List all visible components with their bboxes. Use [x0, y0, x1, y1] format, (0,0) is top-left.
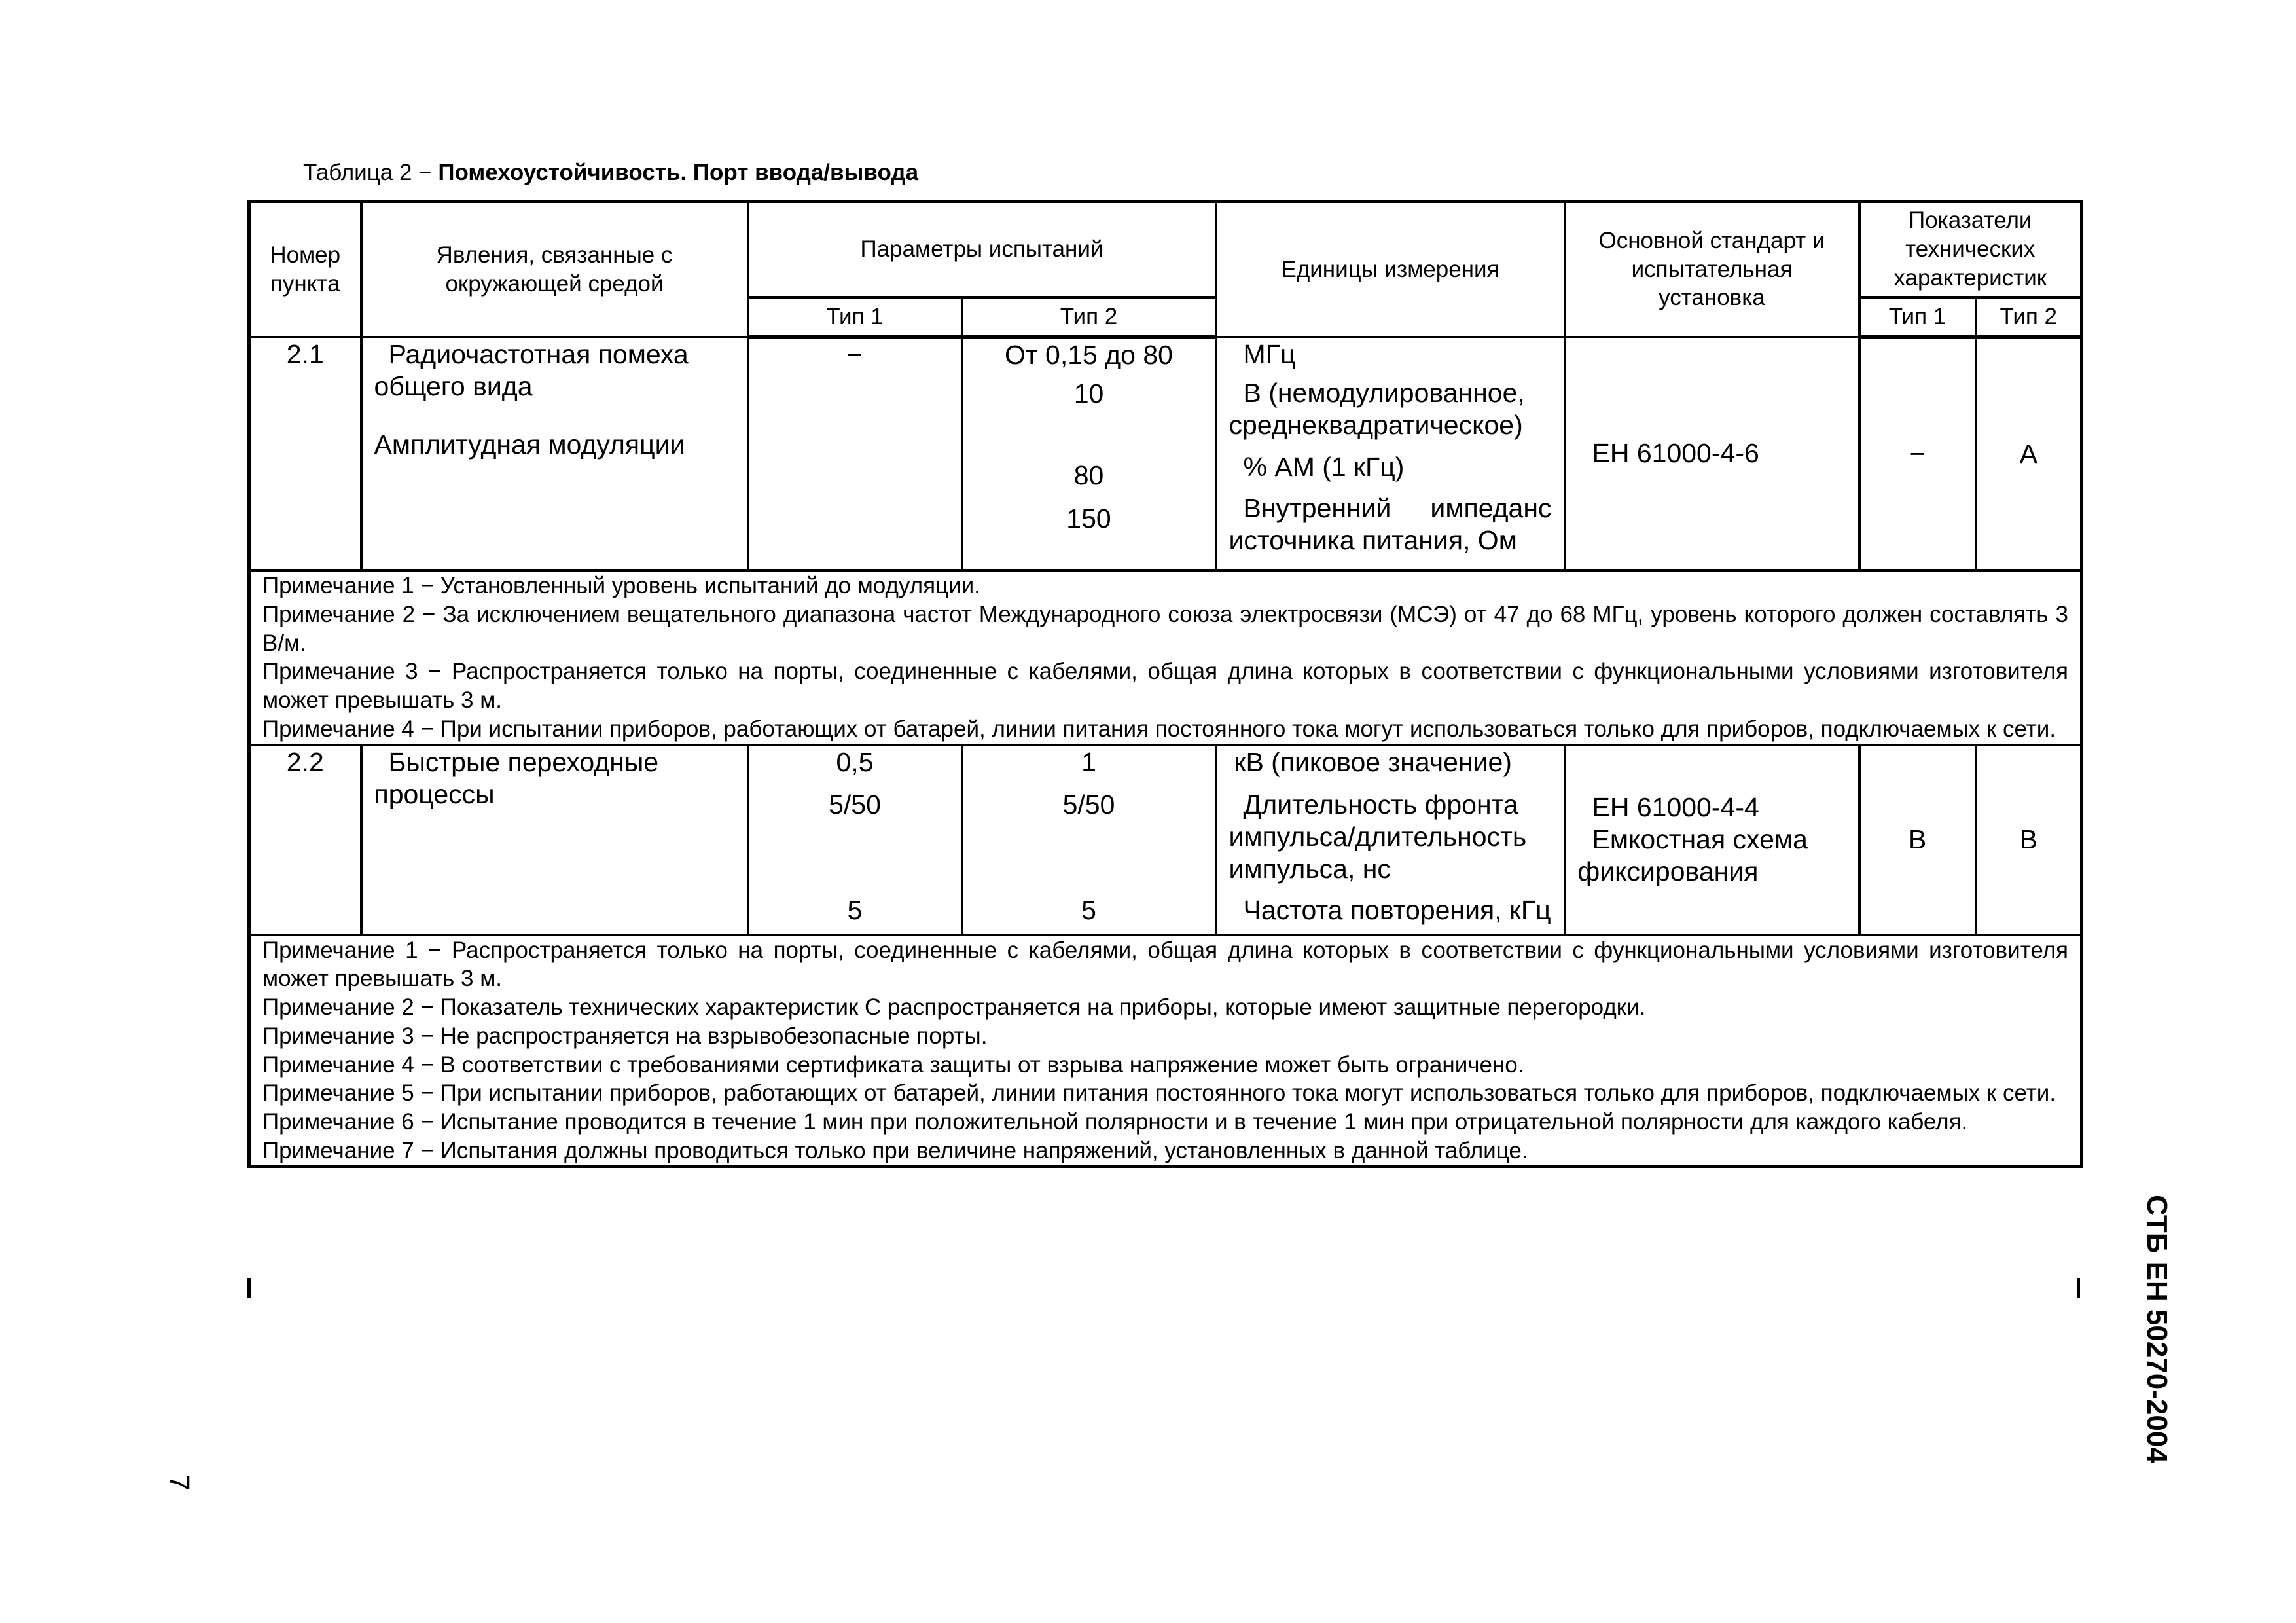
- header-standard: Основной стандарт и испытательная установка: [1565, 202, 1859, 338]
- row1-units-v4: Внутренний импеданс источника питания, Ом: [1229, 492, 1552, 555]
- row2-type2: [962, 745, 1216, 935]
- row2-standard-v1: ЕН 61000-4-4: [1592, 792, 1759, 822]
- row1-units-v1: МГц: [1243, 339, 1296, 369]
- header-units: Единицы измерения: [1216, 202, 1565, 338]
- row2-type2-v2: 5/50: [1062, 789, 1115, 820]
- row1-type2-v3: 80: [1073, 460, 1104, 491]
- page-number: [162, 1467, 195, 1499]
- header-phenomena: Явления, связанные с окружающей средой: [361, 202, 748, 338]
- note-1-2: Примечание 2 − За исключением вещательного диапазона частот Международного союза электросвязи (МСЭ) от 47 до 68 МГц, уровень которого должен составлять 3 В/м.: [262, 601, 2069, 656]
- header-perf-type2: Тип 2: [1976, 297, 2082, 337]
- page-number-text: 7: [163, 1474, 195, 1491]
- row2-type1: [748, 745, 962, 935]
- row2-standard-v2: Емкостная схема фиксирования: [1577, 824, 1808, 887]
- row1-perf-type1: −: [1859, 337, 1976, 570]
- header-params-type2: Тип 2: [962, 297, 1216, 337]
- row1-phenomena-a: Радиочастотная помеха общего вида: [374, 339, 689, 402]
- row2-perf-type1: В: [1859, 745, 1976, 935]
- row2-type1-v1: 0,5: [836, 746, 874, 777]
- row1-type2-v2: 10: [1073, 378, 1104, 409]
- notes-block-1: [249, 570, 2082, 745]
- note-2-2: Примечание 2 − Показатель технических характеристик С распространяется на приборы, которые имеют защитные перегородки.: [262, 994, 1646, 1020]
- table-row: [249, 337, 2082, 570]
- row1-phenomena: [361, 337, 748, 570]
- immunity-table: [247, 200, 2083, 1168]
- note-2-1: Примечание 1 − Распространяется только на порты, соединенные с кабелями, общая длина которых в соответствии с функциональными условиями изготовителя может превышать 3 м.: [262, 937, 2069, 992]
- note-2-7: Примечание 7 − Испытания должны проводиться только при величине напряжений, установленных в данной таблице.: [262, 1137, 1528, 1163]
- row1-type2-v1: От 0,15 до 80: [1005, 340, 1173, 370]
- header-params: Параметры испытаний: [748, 202, 1216, 298]
- notes-2-cell: [249, 935, 2082, 1167]
- row2-type2-v1: 1: [1081, 746, 1096, 777]
- notes-1-cell: [249, 570, 2082, 745]
- table-row: [249, 745, 2082, 935]
- standard-code-text: СТБ ЕН 50270-2004: [2141, 1195, 2173, 1463]
- caption-title: Помехоустойчивость. Порт ввода/вывода: [438, 160, 919, 185]
- header-params-type1: Тип 1: [748, 297, 962, 337]
- note-1-1: Примечание 1 − Установленный уровень испытаний до модуляции.: [262, 573, 980, 598]
- notes-block-2: [249, 935, 2082, 1167]
- header-performance: Показатели технических характеристик: [1859, 202, 2082, 298]
- row2-units-v2: Длительность фронта импульса/длительность импульса, нс: [1229, 789, 1527, 884]
- row1-units-v3: % АМ (1 кГц): [1243, 451, 1405, 482]
- row2-units: [1216, 745, 1565, 935]
- row1-units: [1216, 337, 1565, 570]
- header-perf-type1: Тип 1: [1859, 297, 1976, 337]
- row2-type2-v3: 5: [1081, 894, 1096, 925]
- row2-standard: [1565, 745, 1859, 935]
- row1-type1: −: [748, 337, 962, 570]
- row2-perf-type2: В: [1976, 745, 2082, 935]
- row1-type2: [962, 337, 1216, 570]
- row1-standard: ЕН 61000-4-6: [1565, 337, 1859, 570]
- row2-units-v3: Частота повторения, кГц: [1243, 895, 1551, 926]
- standard-code: [2137, 1185, 2176, 1473]
- row1-type2-v4: 150: [1066, 503, 1111, 534]
- note-1-4: Примечание 4 − При испытании приборов, работающих от батарей, линии питания постоянного тока могут использоваться только для приборов, подключаемых к сети.: [262, 716, 2056, 742]
- row2-phenomena: [361, 745, 748, 935]
- row1-units-v2: В (немодулированное, среднеквадратическое): [1229, 378, 1525, 441]
- note-2-6: Примечание 6 − Испытание проводится в течение 1 мин при положительной полярности и в течение 1 мин при отрицательной полярности для каждого кабеля.: [262, 1109, 1968, 1135]
- table-continuation-right: [2077, 1278, 2080, 1298]
- row2-type1-v2: 5/50: [829, 789, 881, 820]
- note-1-3: Примечание 3 − Распространяется только на порты, соединенные с кабелями, общая длина которых в соответствии с функциональными условиями изготовителя может превышать 3 м.: [262, 659, 2069, 713]
- row1-phenomena-b: Амплитудная модуляции: [374, 429, 685, 460]
- table-continuation-left: [247, 1278, 251, 1298]
- row1-num: 2.1: [249, 337, 361, 570]
- table-caption: [303, 160, 918, 186]
- note-2-5: Примечание 5 − При испытании приборов, работающих от батарей, линии питания постоянного тока могут использоваться только для приборов, подключаемых к сети.: [262, 1080, 2056, 1106]
- note-2-3: Примечание 3 − Не распространяется на взрывобезопасные порты.: [262, 1023, 988, 1049]
- note-2-4: Примечание 4 − В соответствии с требованиями сертификата защиты от взрыва напряжение может быть ограничено.: [262, 1051, 1524, 1078]
- row2-phenomena-text: Быстрые переходные процессы: [374, 746, 659, 809]
- row2-type1-v3: 5: [847, 894, 863, 925]
- row2-num: 2.2: [249, 745, 361, 935]
- caption-prefix: Таблица 2 −: [303, 160, 439, 185]
- row2-units-v1: кВ (пиковое значение): [1234, 746, 1512, 777]
- header-num: Номер пункта: [249, 202, 361, 338]
- row1-perf-type2: А: [1976, 337, 2082, 570]
